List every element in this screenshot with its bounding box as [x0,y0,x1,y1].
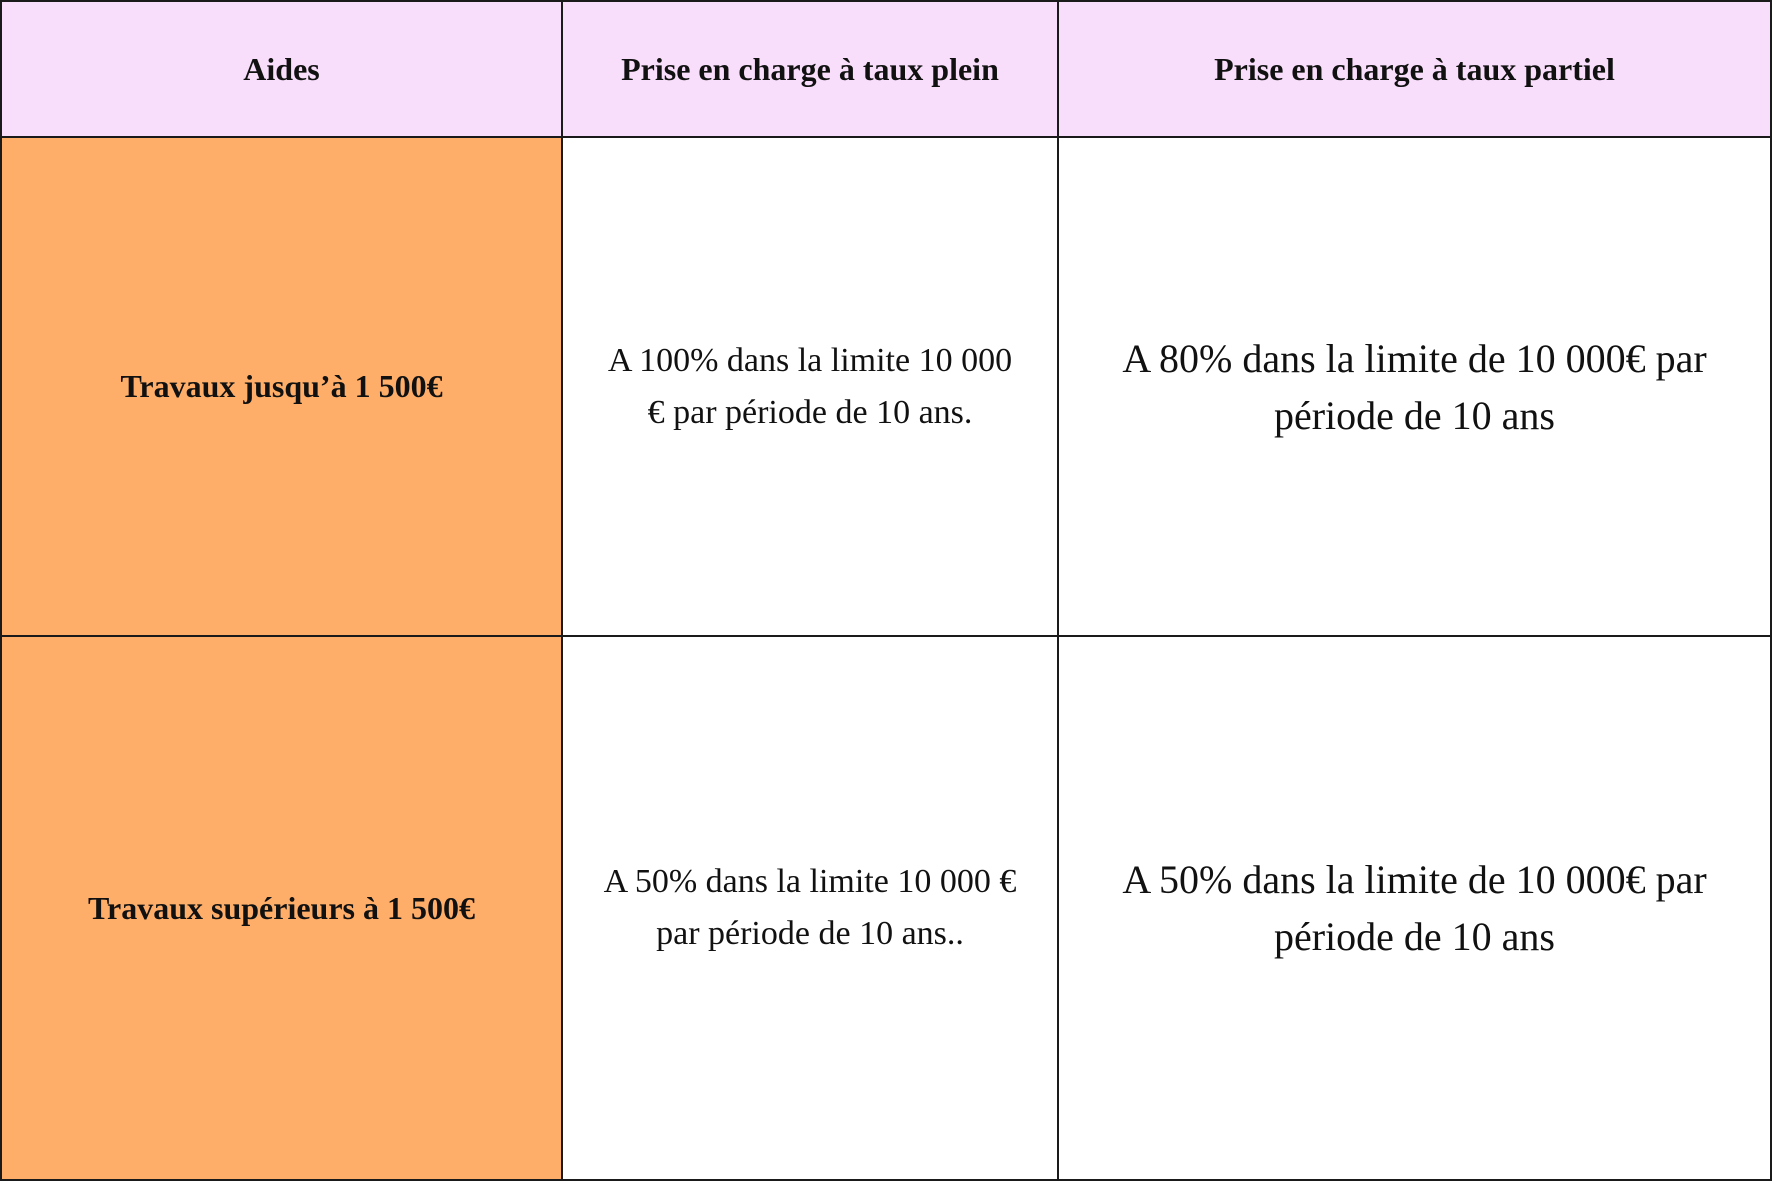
cell-text-line: par période de 10 ans.. [656,915,964,952]
cell-text-line: A 100% dans la limite 10 000 [607,341,1013,379]
row-label-text: Travaux supérieurs à 1 500€ [88,889,475,926]
cell-text-line: A 50% dans la limite 10 000 € [603,863,1017,900]
cell-row1-taux-plein [561,136,1059,637]
header-aides-label: Aides [243,50,320,87]
row-label-text: Travaux jusqu’à 1 500€ [120,368,443,404]
cell-text-line: période de 10 ans [1273,914,1555,959]
cell-row1-taux-partiel [1057,136,1772,637]
cell-text-line: A 50% dans la limite de 10 000€ par [1122,857,1707,902]
header-aides [0,0,563,138]
header-taux-partiel [1057,0,1772,138]
cell-text-line: € par période de 10 ans. [647,393,973,431]
cell-text-line: A 80% dans la limite de 10 000€ par [1122,335,1707,381]
header-taux-partiel-label: Prise en charge à taux partiel [1214,50,1615,87]
header-taux-plein [561,0,1059,138]
row-label-travaux-jusqua [0,136,563,637]
row-label-travaux-superieurs [0,635,563,1181]
cell-row2-taux-plein [561,635,1059,1181]
header-taux-plein-label: Prise en charge à taux plein [621,50,999,87]
cell-row2-taux-partiel [1057,635,1772,1181]
cell-text-line: période de 10 ans [1273,392,1555,438]
